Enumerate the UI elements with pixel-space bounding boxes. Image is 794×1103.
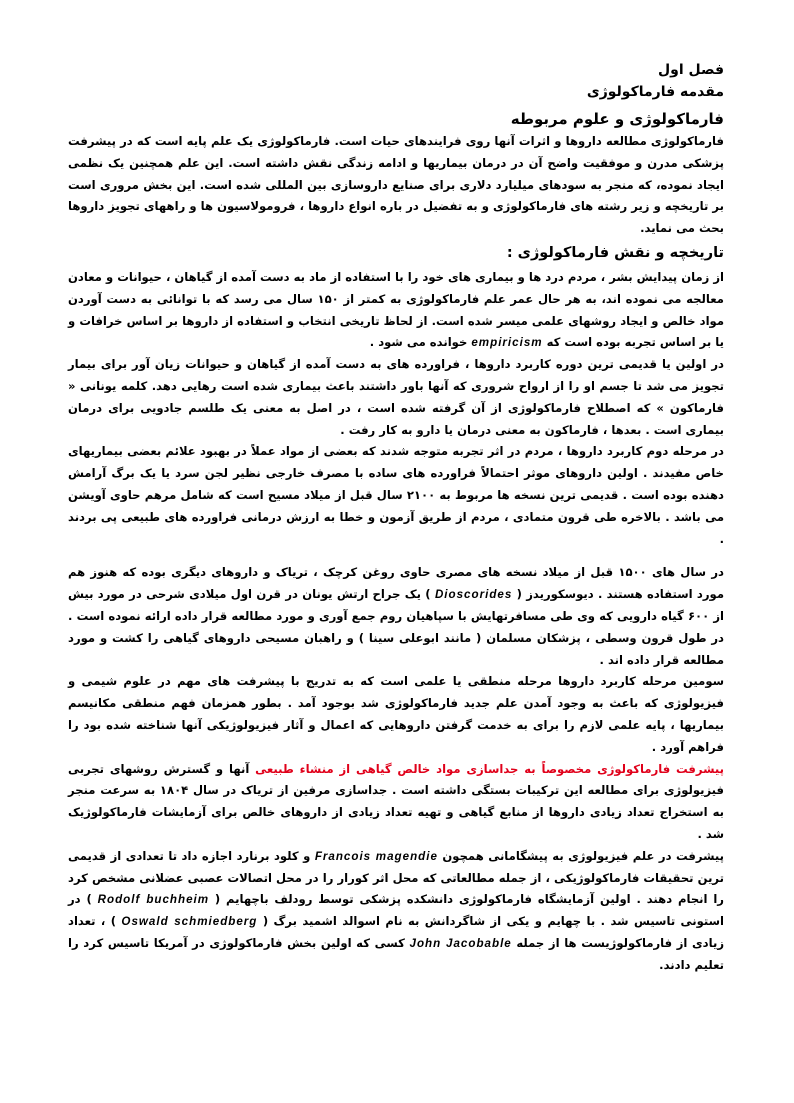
paragraph-text: کسی که اولین بخش فارماکولوژی در آمریکا تاسیس کرد را تعلیم دادند.	[68, 935, 724, 972]
section-heading-history: تاریخچه و نقش فارماکولوژی :	[506, 244, 724, 261]
paragraph-first-era: در اولین یا قدیمی ترین دوره کاربرد داروها ، فراورده های به دست آمده از گیاهان و حیوانات زیان آور برای بیمار تجویز می شد تا جسم او را از ارواح شروری که آنها باور داشتند باعث بیماری شده است رهایی دهد. کلمه یونانی « فارماکون » که اصطلاح فارماکولوژی از آن گرفته شده است ، در اصل به معنی یک طلسم جادویی برای درمان بیماری است . بعدها ، فارماکون به معنی درمان یا دارو به کار رفت .	[68, 357, 724, 437]
paragraph-text: ) یک جراح ارتش یونان در قرن اول میلادی شرحی در مورد بیش از ۶۰۰ گیاه دارویی که وی طی مسافرتهایش با سپاهیان روم جمع آوری و مورد مطالعه قرار داده ارائه نموده است . در طول قرون وسطی ، پزشکان مسلمان ( مانند ابوعلی سینا ) و راهبان مسیحی داروهای گیاهی را کشت و مورد مطالعه قرار داده اند .	[68, 587, 724, 667]
latin-term: Francois magendie	[314, 849, 438, 863]
paragraph-text: خوانده می شود .	[369, 335, 468, 350]
latin-term: John Jacobable	[409, 936, 512, 950]
paragraph-physiology-pioneers	[68, 846, 724, 977]
chapter-heading: فصل اول	[658, 62, 724, 78]
paragraph-third-era: سومین مرحله کاربرد داروها مرحله منطقی یا علمی است که به تدریج با پیشرفت های مهم در علوم شیمی و فیزیولوژی که باعث به وجود آمدن علم جدید فارماکولوژی شد بوجود آمد . بطور همزمان فهم منطقی مکانیسم بیماریها ، پایه علمی لازم را برای به خدمت گرفتن داروهایی که اعمال و آثار فیزیولوژیکی آنها شناخته شده بود را فراهم آورد .	[68, 674, 724, 754]
paragraph-text: ) ، تعداد زیادی از فارماکولوژیست ها از جمله	[68, 914, 724, 950]
paragraph-text: و کلود برنارد اجازه داد تا تعدادی از قدیمی ترین تحقیقات فارماکولوژیکی ، از جمله مطالعاتی که محل اثر کورار را در محل اتصالات عصبی عضلانی مشخص کرد را انجام دهند . اولین آزمایشگاه فارماکولوژی دانشکده پزشکی توسط رودلف باچهایم (	[68, 848, 724, 907]
paragraph-definition: فارماکولوژی مطالعه داروها و اثرات آنها روی فرایندهای حیات است. فارماکولوژی یک علم پایه است که در پیشرفت پزشکی مدرن و موفقیت واضح آن در درمان بیماریها و ادامه زندگی نقش داشته است. این علم همچنین یک نظمی ایجاد نموده، که منجر به سودهای میلیارد دلاری برای صنایع داروسازی بین المللی شده است. این بخش مروری است بر تاریخچه و زیر رشته های فارماکولوژی و به تفضیل در باره انواع داروها ، فرومولاسیون ها و راههای تجویز داروها بحث می نماید.	[68, 134, 724, 236]
latin-term: empiricism	[471, 336, 543, 350]
intro-heading: مقدمه فارماکولوژی	[586, 84, 724, 100]
paragraph-text: از زمان پیدایش بشر ، مردم درد ها و بیماری های خود را با استفاده از ماد به دست آمده از گیاهان ، حیوانات و معادن معالجه می نموده اند، به هر حال عمر علم فارماکولوژی به کمتر از ۱۵۰ سال می رسد که با توانائی به دست آوردن مواد خالص و ایجاد روشهای علمی میسر شده است. از لحاظ تاریخی انتخاب و استفاده از داروها بر اساس خرافات و یا بر اساس تجربه بوده است که	[68, 269, 724, 350]
paragraph-history-intro	[68, 267, 724, 354]
paragraph-second-era: در مرحله دوم کاربرد داروها ، مردم در اثر تجربه متوجه شدند که بعضی از مواد عملاً در بهبود علائم بعضی بیماریهای خاص مفیدند . اولین داروهای موثر احتمالاً فراورده های ساده با مصرف خارجی نظیر لجن سرد یا یک برگ آرامش دهنده بوده است . قدیمی ترین نسخه ها مربوط به ۲۱۰۰ سال قبل از میلاد مسیح است که شامل مرهم حاوی آویشن می باشد . بالاخره طی قرون متمادی ، مردم از طریق آزمون و خطا به ارزش درمانی فراورده های طبیعی پی بردند .	[68, 444, 724, 546]
latin-term: Oswald schmiedberg	[121, 915, 258, 929]
latin-term: Dioscorides	[434, 588, 513, 602]
paragraph-text: ) در استونی تاسیس شد . با چهایم و یکی از شاگردانش به نام اسوالد اشمید برگ (	[68, 892, 725, 929]
paragraph-text: آنها و گسترش روشهای تجربی فیزیولوژی برای مطالعه این ترکیبات بستگی داشته است . جداسازی مرفین از تریاک در سال ۱۸۰۴ به سرعت منجر به استخراج تعداد زیادی داروها از منابع گیاهی و تهیه تعداد زیادی از داروهای خالص برای آزمایشات فارماکولوژیک شد .	[68, 761, 724, 841]
section-heading-related-sciences: فارماکولوژی و علوم مربوطه	[510, 110, 724, 128]
paragraph-text: پیشرفت در علم فیزیولوژی به پیشگامانی همچون	[442, 848, 724, 863]
latin-term: Rodolf buchheim	[97, 893, 210, 907]
paragraph-ancient-prescriptions	[68, 562, 724, 671]
paragraph-isolation	[68, 759, 724, 846]
paragraph-text: در سال های ۱۵۰۰ قبل از میلاد نسخه های مصری حاوی روغن کرچک ، تریاک و داروهای دیگری بوده که هنوز هم مورد استفاده هستند . دیوسکوریدز (	[68, 565, 724, 602]
highlighted-text: پیشرفت فارماکولوژی مخصوصاً به جداسازی مواد خالص گیاهی از منشاء طبیعی	[255, 761, 724, 776]
paragraph-gap	[68, 550, 724, 562]
